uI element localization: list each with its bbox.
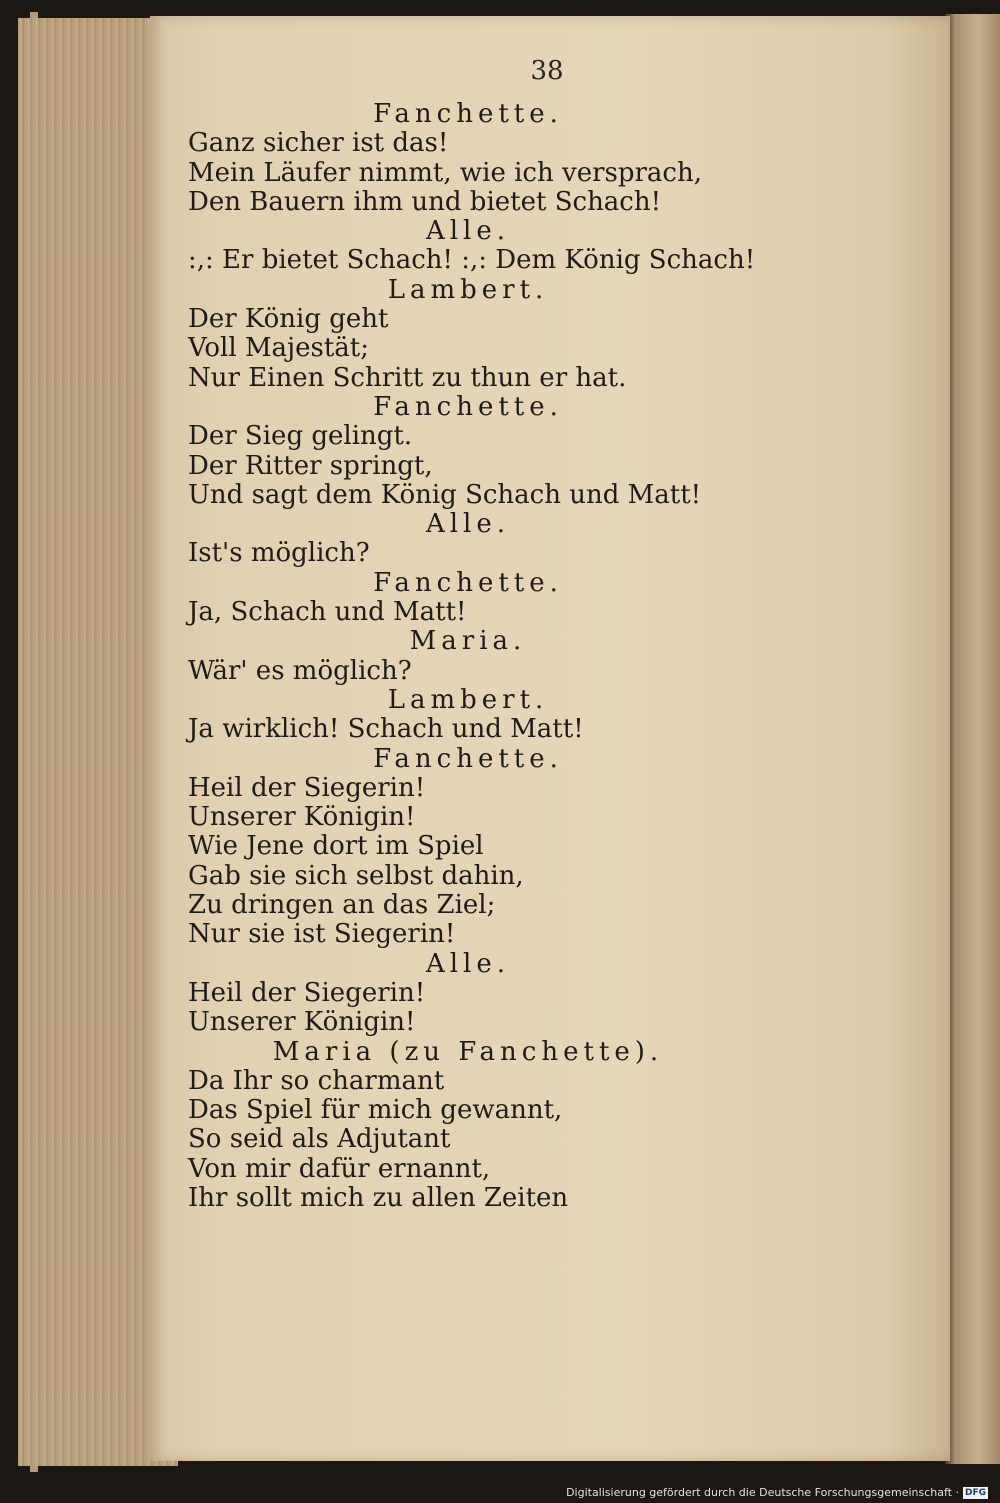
verse-line: Unserer Königin! [188, 1007, 416, 1038]
speaker-name: Lambert. [387, 684, 549, 715]
verse-line: Der König geht [188, 304, 389, 335]
speaker-name: Fanchette. [373, 743, 563, 774]
speaker-name: Fanchette. [373, 567, 563, 598]
credit-text: Digitalisierung gefördert durch die Deutsche Forschungsgemeinschaft · [566, 1486, 959, 1499]
verse-line: Ja, Schach und Matt! [188, 597, 467, 628]
page-number: 38 [530, 56, 564, 86]
verse-line: Und sagt dem König Schach und Matt! [188, 479, 702, 510]
verse-line: Ist's möglich? [188, 538, 370, 569]
verse-line: Der Ritter springt, [188, 450, 433, 481]
verse-line: Gab sie sich selbst dahin, [188, 860, 524, 891]
verse-line: Wie Jene dort im Spiel [188, 831, 484, 862]
verse-line: Nur Einen Schritt zu thun er hat. [188, 362, 627, 393]
verse-line: Voll Majestät; [188, 333, 370, 364]
verse-line: Wär' es möglich? [188, 655, 412, 686]
verse-line: :,: Er bietet Schach! :,: Dem König Schach! [188, 245, 756, 276]
book-edge-right [945, 14, 1000, 1464]
verse-line: So seid als Adjutant [188, 1124, 451, 1155]
verse-line: Mein Läufer nimmt, wie ich versprach, [188, 157, 702, 188]
verse-line: Den Bauern ihm und bietet Schach! [188, 186, 662, 217]
verse-line: Heil der Siegerin! [188, 977, 426, 1008]
verse-line: Ihr sollt mich zu allen Zeiten [188, 1182, 569, 1213]
verse-line: Das Spiel für mich gewannt, [188, 1095, 563, 1126]
verse-line: Von mir dafür ernannt, [188, 1153, 491, 1184]
speaker-name: Fanchette. [373, 391, 563, 422]
play-text [188, 99, 756, 1213]
verse-line: Nur sie ist Siegerin! [188, 919, 456, 950]
verse-line: Da Ihr so charmant [188, 1065, 445, 1096]
verse-line: Der Sieg gelingt. [188, 421, 413, 452]
speaker-name: Maria. [409, 626, 527, 657]
speaker-name: Alle. [425, 948, 511, 979]
verse-line: Ja wirklich! Schach und Matt! [188, 714, 584, 745]
verse-line: Unserer Königin! [188, 802, 416, 833]
digitization-credit [566, 1486, 988, 1499]
speaker-name: Alle. [425, 509, 511, 540]
dfg-logo: DFG [964, 1487, 986, 1498]
speaker-name: Lambert. [387, 274, 549, 305]
verse-line: Ganz sicher ist das! [188, 128, 449, 159]
speaker-name: Alle. [425, 216, 511, 247]
speaker-name: Maria (zu Fanchette). [272, 1036, 664, 1067]
speaker-name: Fanchette. [373, 99, 563, 129]
verse-line: Heil der Siegerin! [188, 772, 426, 803]
verse-line: Zu dringen an das Ziel; [188, 890, 496, 921]
